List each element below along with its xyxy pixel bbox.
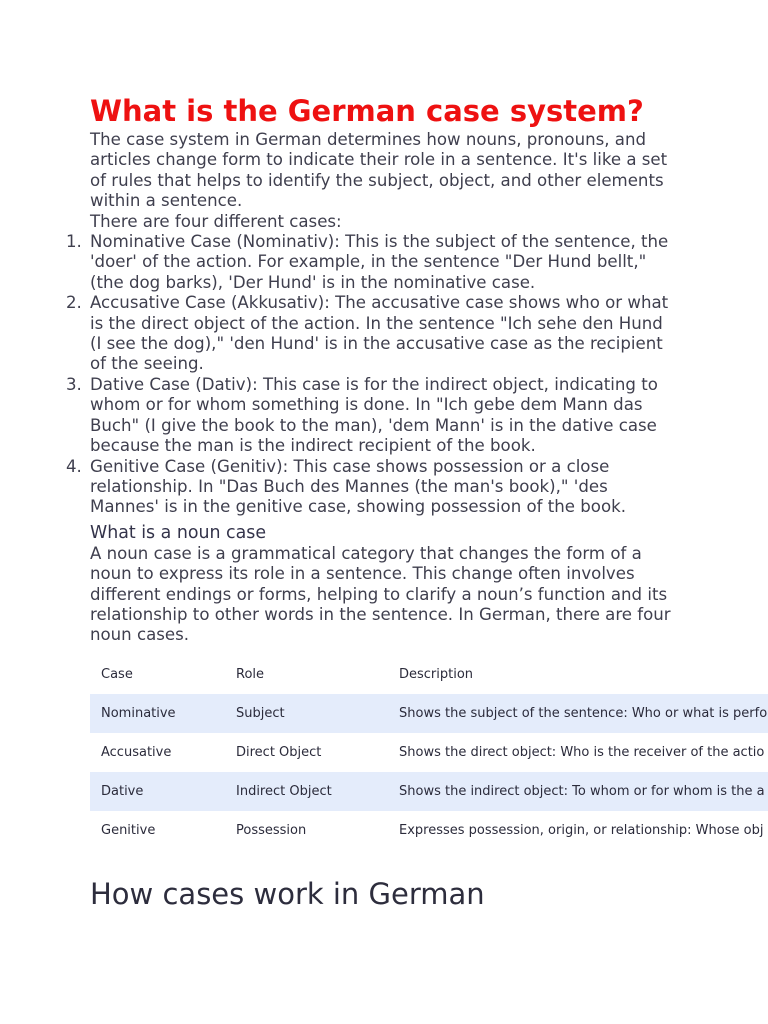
table-header-row (90, 655, 768, 694)
table-row (90, 772, 768, 811)
table-row (90, 811, 768, 850)
table-cell: Accusative (101, 744, 172, 760)
list-item-text: Accusative Case (Akkusativ): The accusative case shows who or what is the direct object of the action. In the sentence "Ich sehe den Hund (I see the dog)," 'den Hund' is in the accusative case as the recipient of the seeing. (90, 293, 669, 374)
list-item-text: Nominative Case (Nominativ): This is the subject of the sentence, the 'doer' of the action. For example, in the sentence "Der Hund bellt," (the dog barks), 'Der Hund' is in the nominative case. (90, 232, 669, 292)
noun-case-heading: What is a noun case (90, 522, 267, 543)
table-cell: Expresses possession, origin, or relationship: Whose obj (399, 822, 764, 838)
table-header-cell: Case (101, 666, 133, 682)
section-heading: How cases work in German (90, 876, 485, 911)
cases-list (66, 232, 768, 518)
page-title: What is the German case system? (90, 94, 644, 128)
cases-table (90, 655, 768, 850)
table-cell: Nominative (101, 705, 176, 721)
table-header-cell: Description (399, 666, 474, 682)
list-number: 2. (66, 293, 82, 313)
table-cell: Genitive (101, 822, 156, 838)
table-cell: Shows the direct object: Who is the receiver of the actio (399, 744, 765, 760)
list-item (66, 456, 674, 518)
table-cell: Direct Object (236, 744, 322, 760)
list-item (66, 374, 674, 457)
four-cases-line: There are four different cases: (90, 211, 342, 231)
table-cell: Shows the subject of the sentence: Who or what is perfo (399, 705, 768, 721)
intro-paragraph: The case system in German determines how nouns, pronouns, and articles change form to indicate their role in a sentence. It's like a set of rules that helps to identify the subject, object, and other elements within a sentence. (90, 130, 668, 211)
table-cell: Dative (101, 783, 144, 799)
list-number: 4. (66, 456, 82, 476)
table-cell: Shows the indirect object: To whom or for whom is the a (399, 783, 765, 799)
table-cell: Subject (236, 705, 285, 721)
table-header-cell: Role (236, 666, 265, 682)
list-item-text: Genitive Case (Genitiv): This case shows possession or a close relationship. In "Das Buch des Mannes (the man's book)," 'des Mannes' is in the genitive case, showing possession of the book. (90, 456, 626, 517)
table-cell: Indirect Object (236, 783, 332, 799)
noun-case-paragraph: A noun case is a grammatical category that changes the form of a noun to express its role in a sentence. This change often involves different endings or forms, helping to clarify a noun’s function and its relationship to other words in the sentence. In German, there are four noun cases. (90, 543, 671, 645)
table-row (90, 694, 768, 733)
list-item (66, 293, 674, 375)
list-number: 1. (66, 232, 82, 252)
article-content (66, 92, 768, 913)
list-item (66, 232, 674, 293)
list-item-text: Dative Case (Dativ): This case is for the indirect object, indicating to whom or for whom something is done. In "Ich gebe dem Mann das Buch" (I give the book to the man), 'dem Mann' is in the dative case because the man is the indirect recipient of the book. (90, 374, 658, 456)
table-cell: Possession (236, 822, 307, 838)
table-row (90, 733, 768, 772)
list-number: 3. (66, 374, 82, 394)
